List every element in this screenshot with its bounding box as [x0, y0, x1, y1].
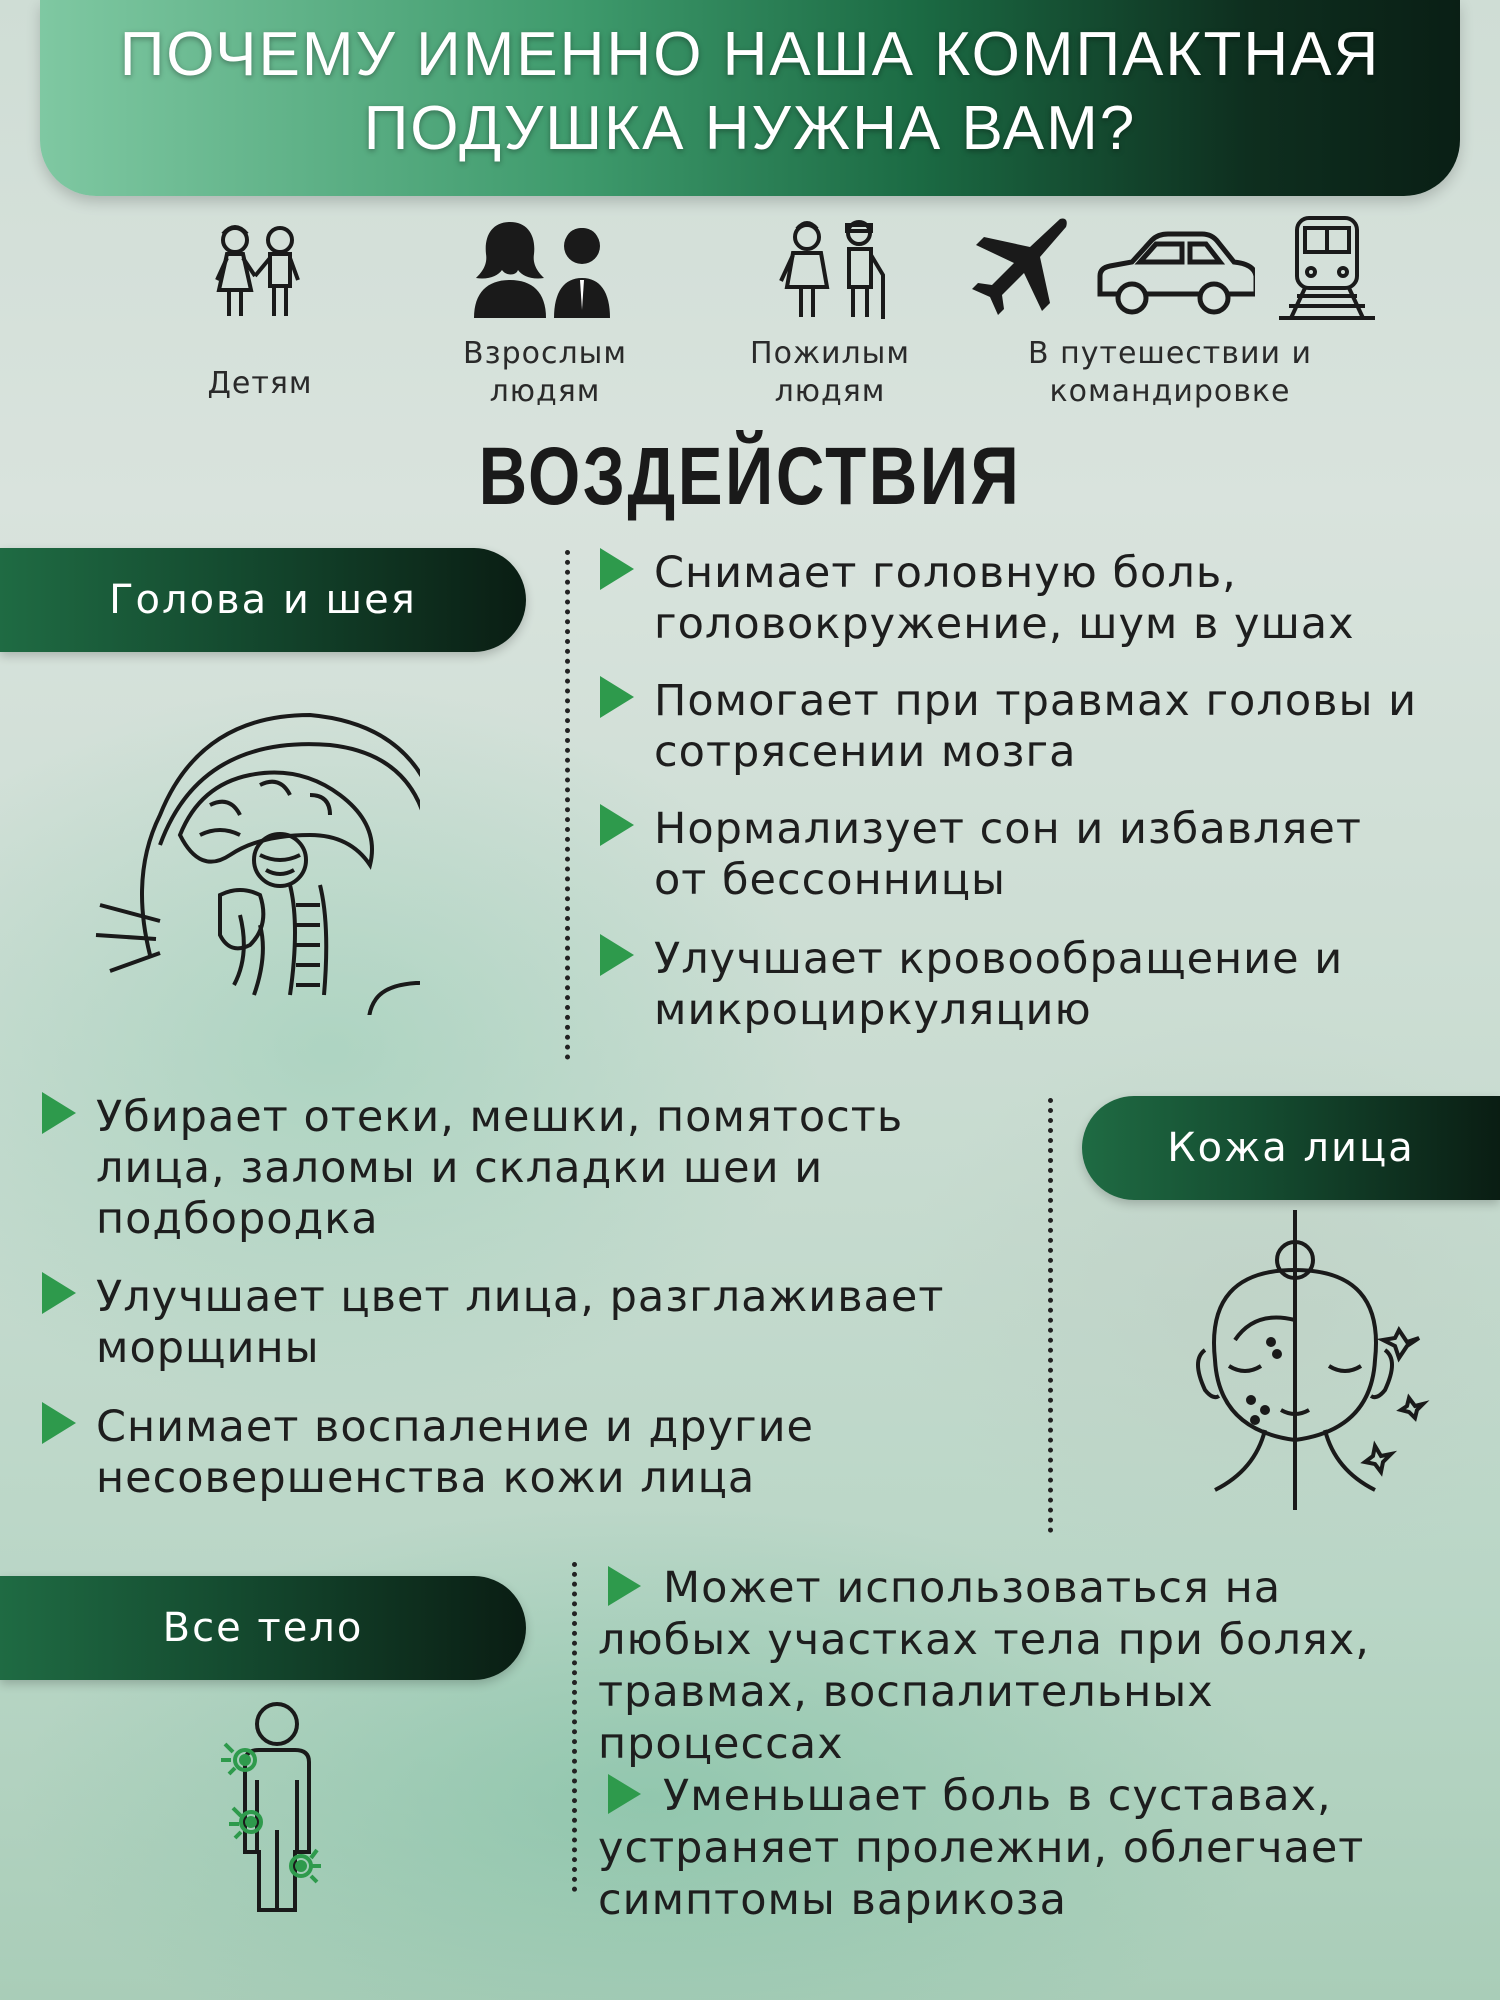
- face-skin-icon: [1195, 1210, 1435, 1514]
- arrow-bullet-icon: [600, 804, 634, 846]
- whole-body-label: [0, 1576, 526, 1680]
- title-line-1: ПОЧЕМУ ИМЕННО НАША КОМПАКТНАЯ: [119, 20, 1381, 89]
- bullet-text: от бессонницы: [654, 855, 1006, 905]
- divider-dotted: [572, 1562, 577, 1892]
- bullet-text: микроциркуляцию: [654, 985, 1092, 1035]
- head-brain-icon: [90, 695, 420, 1019]
- list-item: [600, 934, 1470, 1036]
- arrow-bullet-icon: [608, 1774, 641, 1814]
- arrow-bullet-icon: [42, 1402, 76, 1444]
- audience-label-travel: [960, 335, 1380, 411]
- body-joints-icon: [205, 1700, 345, 1924]
- bullet-text: морщины: [96, 1323, 320, 1373]
- list-item: [600, 548, 1470, 650]
- children-icon: [205, 220, 315, 330]
- face-skin-label-text: Кожа лица: [1167, 1125, 1415, 1171]
- elderly-icon: [775, 215, 895, 325]
- bullet-text: сотрясении мозга: [654, 727, 1077, 777]
- bullet-text: Снимает воспаление и другие: [96, 1402, 815, 1452]
- bullet-text: несовершенства кожи лица: [96, 1453, 756, 1503]
- whole-body-text: [598, 1562, 1478, 1926]
- adults-icon: [470, 218, 620, 318]
- title-line-2: ПОДУШКА НУЖНА ВАМ?: [363, 94, 1137, 163]
- list-item: [42, 1402, 1042, 1504]
- divider-dotted: [565, 550, 570, 1060]
- bullet-text: Улучшает кровообращение и: [654, 934, 1344, 984]
- page-title: [40, 18, 1460, 166]
- paragraph-text: травмах, воспалительных: [598, 1667, 1214, 1717]
- arrow-bullet-icon: [42, 1272, 76, 1314]
- audience-label-elderly-line1: Пожилым: [750, 336, 910, 371]
- paragraph-text: симптомы варикоза: [598, 1875, 1067, 1925]
- arrow-bullet-icon: [600, 548, 634, 590]
- arrow-bullet-icon: [608, 1566, 641, 1606]
- audience-label-children: Детям: [207, 366, 313, 401]
- section-heading: ВОЗДЕЙСТВИЯ: [478, 431, 1022, 522]
- paragraph-text: любых участках тела при болях,: [598, 1615, 1370, 1665]
- audience-label-travel-line1: В путешествии и: [1027, 336, 1312, 371]
- car-icon: [1090, 228, 1255, 318]
- bullet-text: головокружение, шум в ушах: [654, 599, 1355, 649]
- arrow-bullet-icon: [42, 1092, 76, 1134]
- bullet-text: Нормализует сон и избавляет: [654, 804, 1362, 854]
- paragraph-text: устраняет пролежни, облегчает: [598, 1823, 1365, 1873]
- audience-label-adults-line1: Взрослым: [463, 336, 627, 371]
- head-neck-label-text: Голова и шея: [109, 577, 417, 623]
- head-neck-label: [0, 548, 526, 652]
- list-item: [42, 1092, 1042, 1245]
- list-item: [600, 804, 1470, 906]
- paragraph-text: процессах: [598, 1719, 844, 1769]
- divider-dotted: [1048, 1098, 1053, 1533]
- airplane-icon: [970, 215, 1070, 320]
- arrow-bullet-icon: [600, 934, 634, 976]
- bullet-text: подбородка: [96, 1194, 379, 1244]
- face-skin-label: [1082, 1096, 1500, 1200]
- arrow-bullet-icon: [600, 676, 634, 718]
- list-item: [600, 676, 1470, 778]
- paragraph-text: Может использоваться на: [663, 1563, 1282, 1613]
- bullet-text: Улучшает цвет лица, разглаживает: [96, 1272, 945, 1322]
- train-icon: [1275, 212, 1380, 322]
- audience-label-adults-line2: людям: [489, 374, 601, 409]
- bullet-text: Помогает при травмах головы и: [654, 676, 1418, 726]
- list-item: [42, 1272, 1042, 1374]
- audience-label-elderly: [710, 335, 950, 411]
- bullet-text: Убирает отеки, мешки, помятость: [96, 1092, 904, 1142]
- audience-label-elderly-line2: людям: [774, 374, 886, 409]
- bullet-text: лица, заломы и складки шеи и: [96, 1143, 824, 1193]
- bullet-text: Снимает головную боль,: [654, 548, 1237, 598]
- paragraph-text: Уменьшает боль в суставах,: [663, 1771, 1332, 1821]
- audience-label-adults: [425, 335, 665, 411]
- audience-label-travel-line2: командировке: [1049, 374, 1291, 409]
- whole-body-label-text: Все тело: [162, 1605, 364, 1651]
